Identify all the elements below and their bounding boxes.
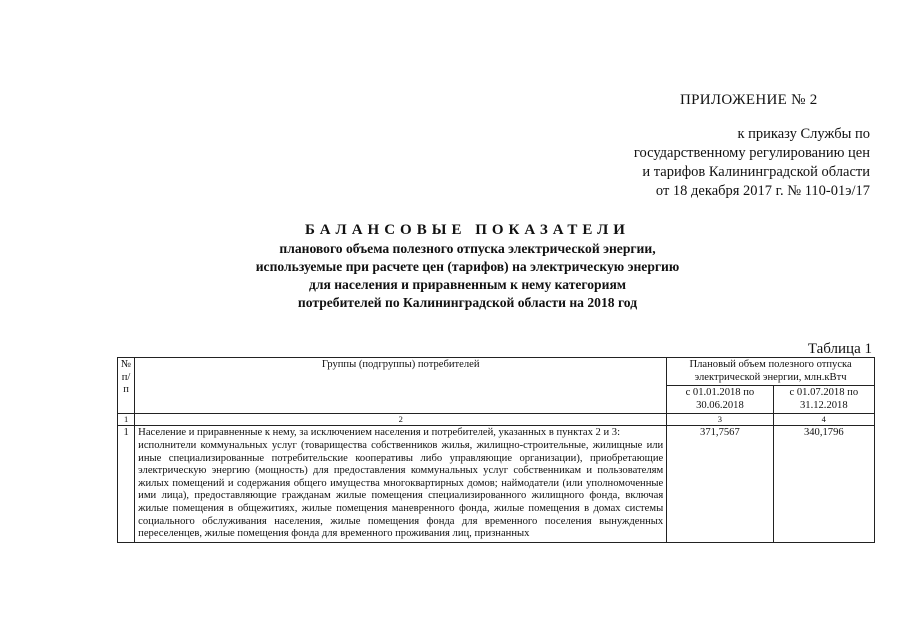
header-no: № п/п: [118, 358, 135, 414]
row-text: исполнители коммунальных услуг (товарищества собственников жилья, жилищно-строительные, жилищные или иные специализированные потребительские кооперативы либо управляющие организации), приобретающие электрическую энергию (мощность) для предоставления коммунальных услуг собственникам и пользователям жилых помещений и содержания общего имущества многоквартирных домов; наймодатели (или уполномоченные ими лица), предоставляющие гражданам жилые помещения специализированного жилищного фонда, включая жилые помещения в общежитиях, жилые помещения маневренного фонда, жилые помещения в домах системы социального обслуживания населения, жилые помещения фонда для временного поселения вынужденных переселенцев, жилые помещения фонда для временного проживания лиц, признанных: [138, 439, 664, 540]
title-line: планового объема полезного отпуска электрической энергии,: [279, 241, 656, 256]
header-groups: Группы (подгруппы) потребителей: [135, 358, 667, 414]
document-title: [200, 222, 735, 312]
order-line: к приказу Службы по: [737, 126, 870, 142]
column-number: 2: [135, 414, 667, 426]
appendix-number: ПРИЛОЖЕНИЕ № 2: [680, 92, 818, 108]
balance-table: [117, 357, 875, 543]
title-line: используемые при расчете цен (тарифов) на электрическую энергию: [255, 259, 680, 274]
column-number-row: [118, 414, 875, 426]
header-period-1: с 01.01.2018 по 30.06.2018: [667, 386, 773, 414]
table-caption: Таблица 1: [807, 341, 872, 357]
header-period-2: с 01.07.2018 по 31.12.2018: [773, 386, 874, 414]
order-reference: [570, 125, 870, 201]
order-line: и тарифов Калининградской области: [642, 164, 870, 180]
title-main: БАЛАНСОВЫЕ ПОКАЗАТЕЛИ: [305, 222, 630, 238]
table-row: [118, 426, 875, 542]
order-line: государственному регулированию цен: [633, 145, 870, 161]
row-description: [135, 426, 667, 542]
row-lead: Население и приравненные к нему, за исключением населения и потребителей, указанных в пунктах 2 и 3:: [138, 427, 621, 439]
column-number: 4: [773, 414, 874, 426]
header-volume: Плановый объем полезного отпуска электрической энергии, млн.кВтч: [667, 358, 875, 386]
value-period-2: 340,1796: [773, 426, 874, 542]
title-line: потребителей по Калининградской области на 2018 год: [297, 295, 638, 310]
table-header-row: [118, 358, 875, 386]
column-number: 3: [667, 414, 773, 426]
column-number: 1: [118, 414, 135, 426]
order-line: от 18 декабря 2017 г. № 110-01э/17: [655, 183, 870, 199]
row-number: 1: [118, 426, 135, 542]
title-line: для населения и приравненным к нему категориям: [308, 277, 627, 292]
value-period-1: 371,7567: [667, 426, 773, 542]
